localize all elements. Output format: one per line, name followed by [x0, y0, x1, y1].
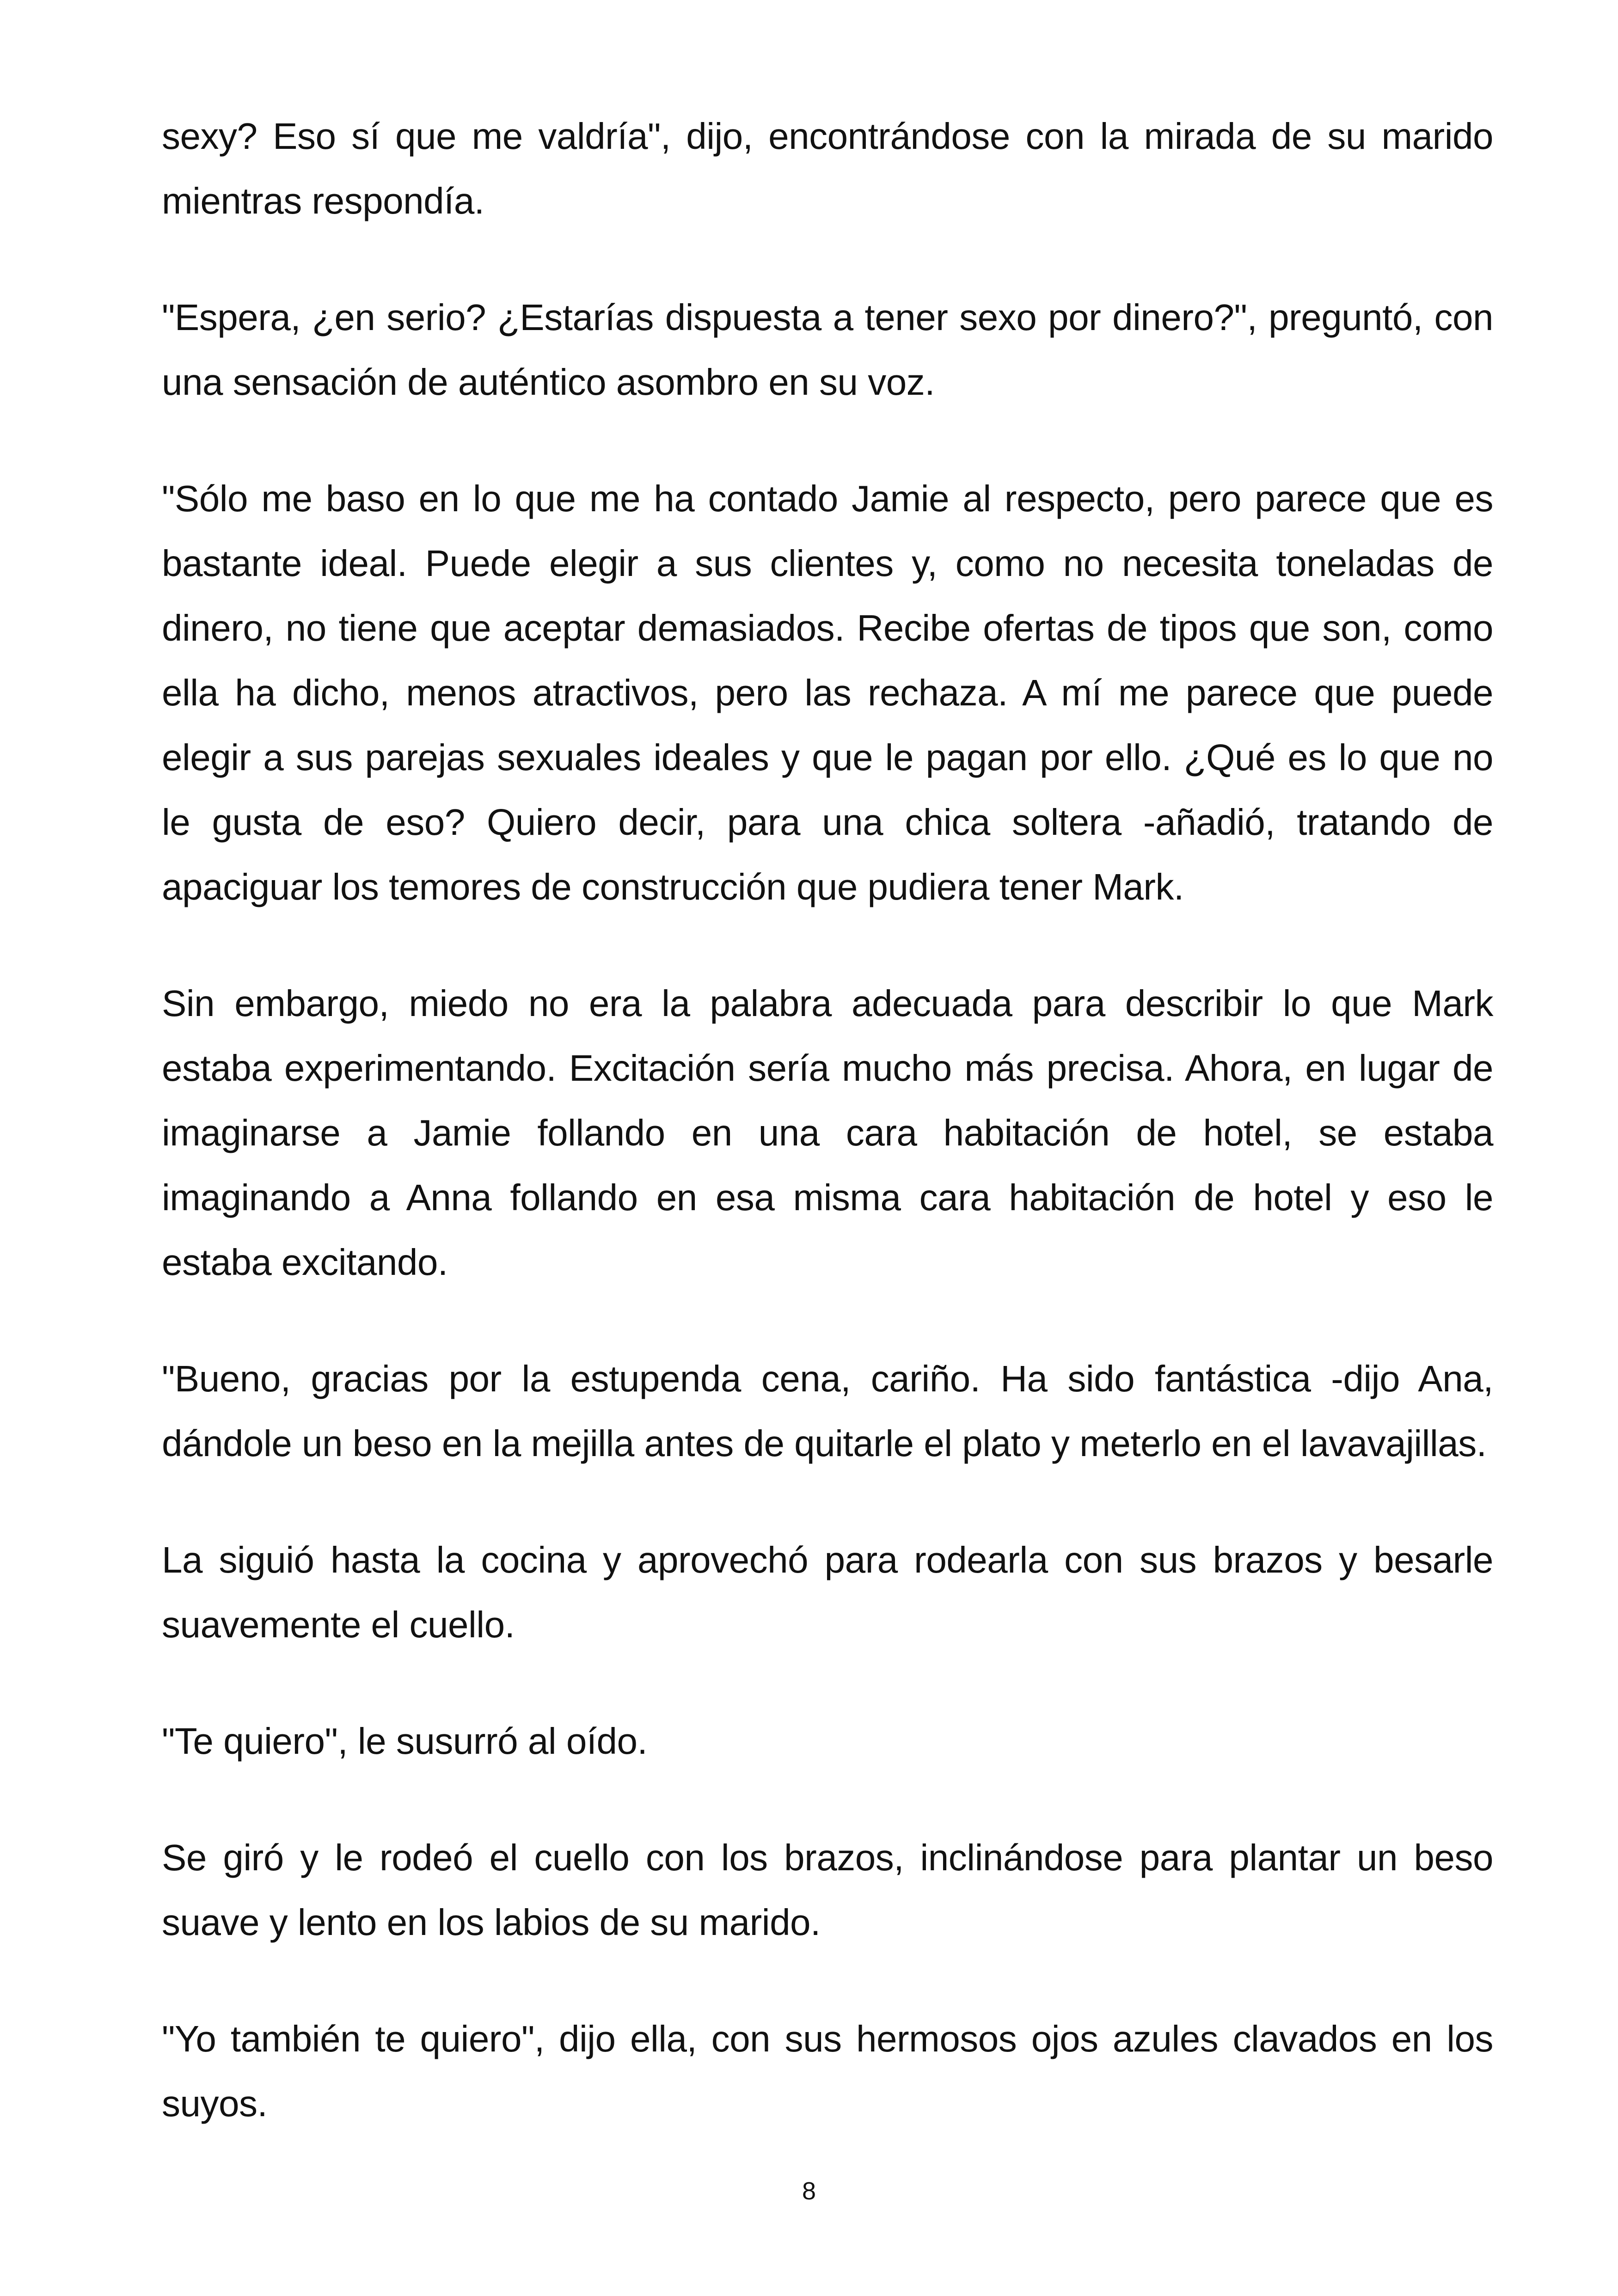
- paragraph: "Te quiero", le susurró al oído.: [162, 1720, 648, 1762]
- paragraph: "Yo también te quiero", dijo ella, con sus hermosos ojos azules clavados en los suyos.: [162, 2018, 1493, 2124]
- paragraph: "Sólo me baso en lo que me ha contado Jamie al respecto, pero parece que es bastante ideal. Puede elegir a sus clientes y, como no necesita toneladas de dinero, no tiene que aceptar demasiados. Recibe ofertas de tipos que son, como ella ha dicho, menos atractivos, pero las rechaza. A mí me parece que puede elegir a sus parejas sexuales ideales y que le pagan por ello. ¿Qué es lo que no le gusta de eso? Quiero decir, para una chica soltera -añadió, tratando de apaciguar los temores de construcción que pudiera tener Mark.: [162, 478, 1493, 907]
- paragraph: "Bueno, gracias por la estupenda cena, cariño. Ha sido fantástica -dijo Ana, dándole un beso en la mejilla antes de quitarle el plato y meterlo en el lavavajillas.: [162, 1358, 1493, 1464]
- page-number: 8: [802, 2177, 816, 2205]
- paragraph: La siguió hasta la cocina y aprovechó para rodearla con sus brazos y besarle suavemente el cuello.: [162, 1539, 1493, 1645]
- paragraph: sexy? Eso sí que me valdría", dijo, encontrándose con la mirada de su marido mientras respondía.: [162, 116, 1493, 221]
- paragraph: "Espera, ¿en serio? ¿Estarías dispuesta a tener sexo por dinero?", preguntó, con una sensación de auténtico asombro en su voz.: [162, 297, 1493, 403]
- paragraph: Sin embargo, miedo no era la palabra adecuada para describir lo que Mark estaba experimentando. Excitación sería mucho más precisa. Ahora, en lugar de imaginarse a Jamie follando en una cara habitación de hotel, se estaba imaginando a Anna follando en esa misma cara habitación de hotel y eso le estaba excitando.: [162, 983, 1493, 1283]
- paragraph: Se giró y le rodeó el cuello con los brazos, inclinándose para plantar un beso suave y lento en los labios de su marido.: [162, 1837, 1493, 1943]
- body-text: [162, 104, 1493, 2188]
